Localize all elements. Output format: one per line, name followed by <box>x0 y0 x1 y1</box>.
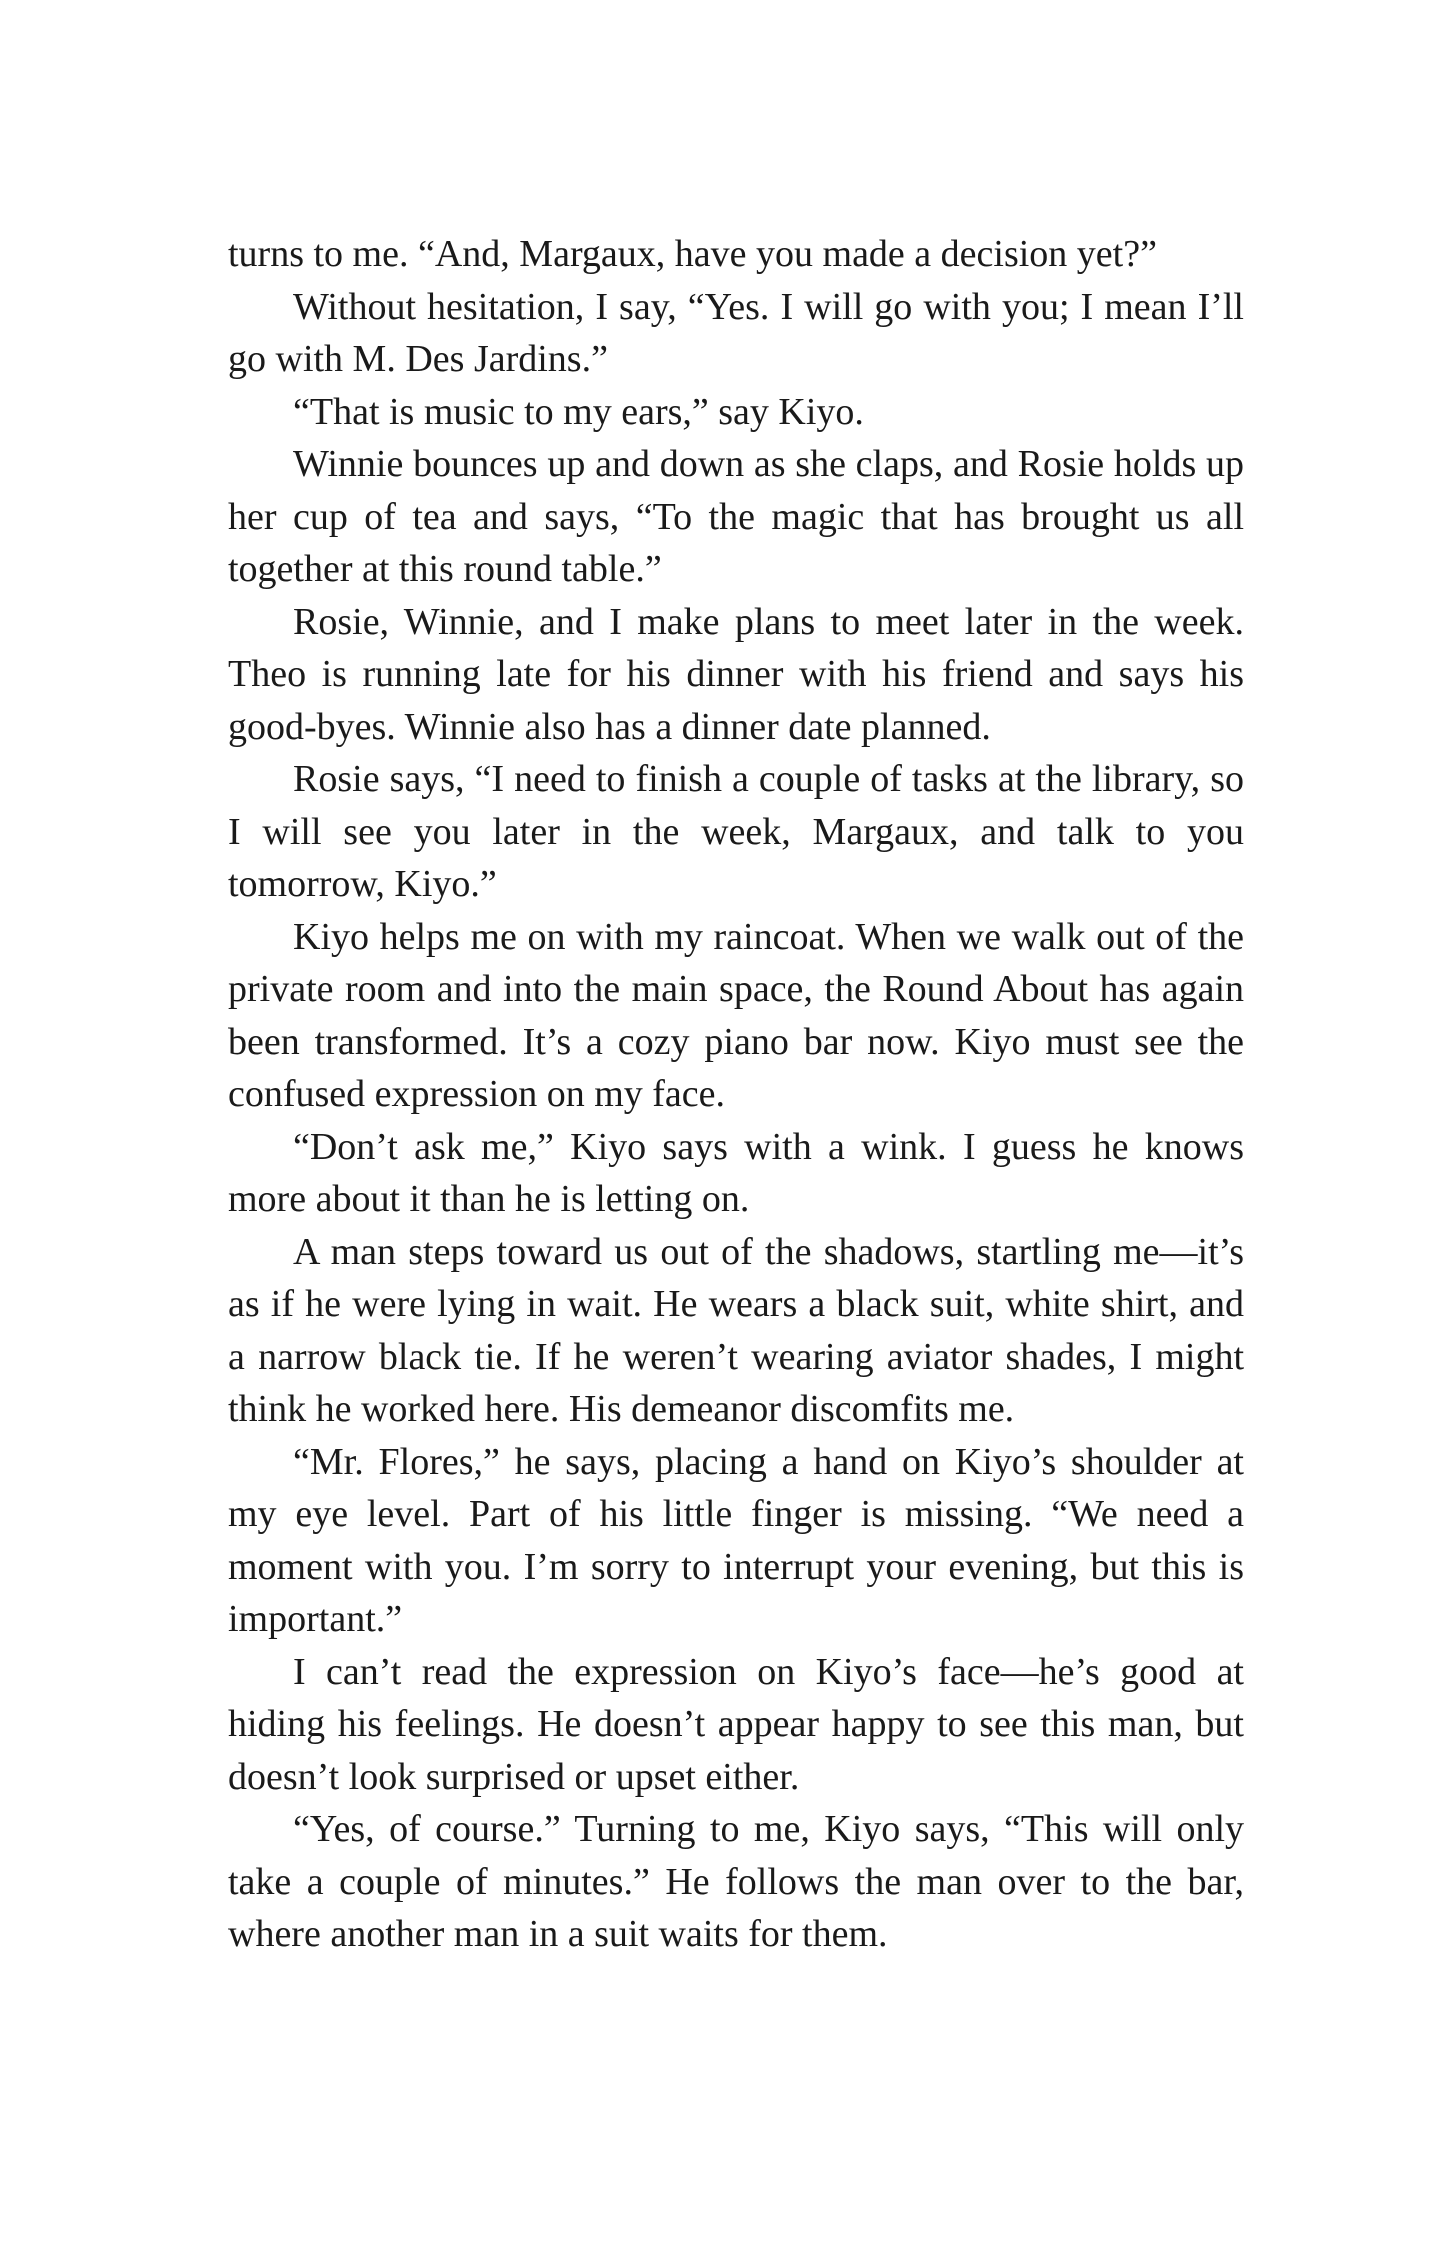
paragraph-2: Without hesitation, I say, “Yes. I will go with you; I mean I’ll go with M. Des Jardins.” <box>228 285 1244 380</box>
paragraph-12: “Yes, of course.” Turning to me, Kiyo says, “This will only take a couple of minutes.” He follows the man over to the bar, where another man in a suit waits for them. <box>228 1808 1244 1955</box>
paragraph-10: “Mr. Flores,” he says, placing a hand on Kiyo’s shoulder at my eye level. Part of his little finger is missing. “We need a moment with you. I’m sorry to interrupt your evening, but this is important.” <box>228 1440 1244 1640</box>
paragraph-5: Rosie, Winnie, and I make plans to meet later in the week. Theo is running late for his dinner with his friend and says his good-byes. Winnie also has a dinner date planned. <box>228 600 1244 748</box>
paragraph-11: I can’t read the expression on Kiyo’s face—he’s good at hiding his feelings. He doesn’t appear happy to see this man, but doesn’t look surprised or upset either. <box>228 1650 1244 1798</box>
paragraph-6: Rosie says, “I need to finish a couple of tasks at the library, so I will see you later in the week, Margaux, and talk to you tomorrow, Kiyo.” <box>228 758 1244 905</box>
paragraph-8: “Don’t ask me,” Kiyo says with a wink. I guess he knows more about it than he is letting on. <box>228 1125 1244 1220</box>
paragraph-9: A man steps toward us out of the shadows, startling me—it’s as if he were lying in wait. He wears a black suit, white shirt, and a narrow black tie. If he weren’t wearing aviator shades, I might think he worked here. His demeanor discomfits me. <box>228 1230 1244 1430</box>
paragraph-7: Kiyo helps me on with my raincoat. When we walk out of the private room and into the main space, the Round About has again been transformed. It’s a cozy piano bar now. Kiyo must see the confused expression on my face. <box>228 915 1244 1115</box>
page-body <box>228 228 1244 1961</box>
paragraph-4: Winnie bounces up and down as she claps, and Rosie holds up her cup of tea and says, “To the magic that has brought us all together at this round table.” <box>228 443 1244 590</box>
paragraph-1: turns to me. “And, Margaux, have you made a decision yet?” <box>228 233 1157 275</box>
paragraph-3: “That is music to my ears,” say Kiyo. <box>293 390 864 433</box>
